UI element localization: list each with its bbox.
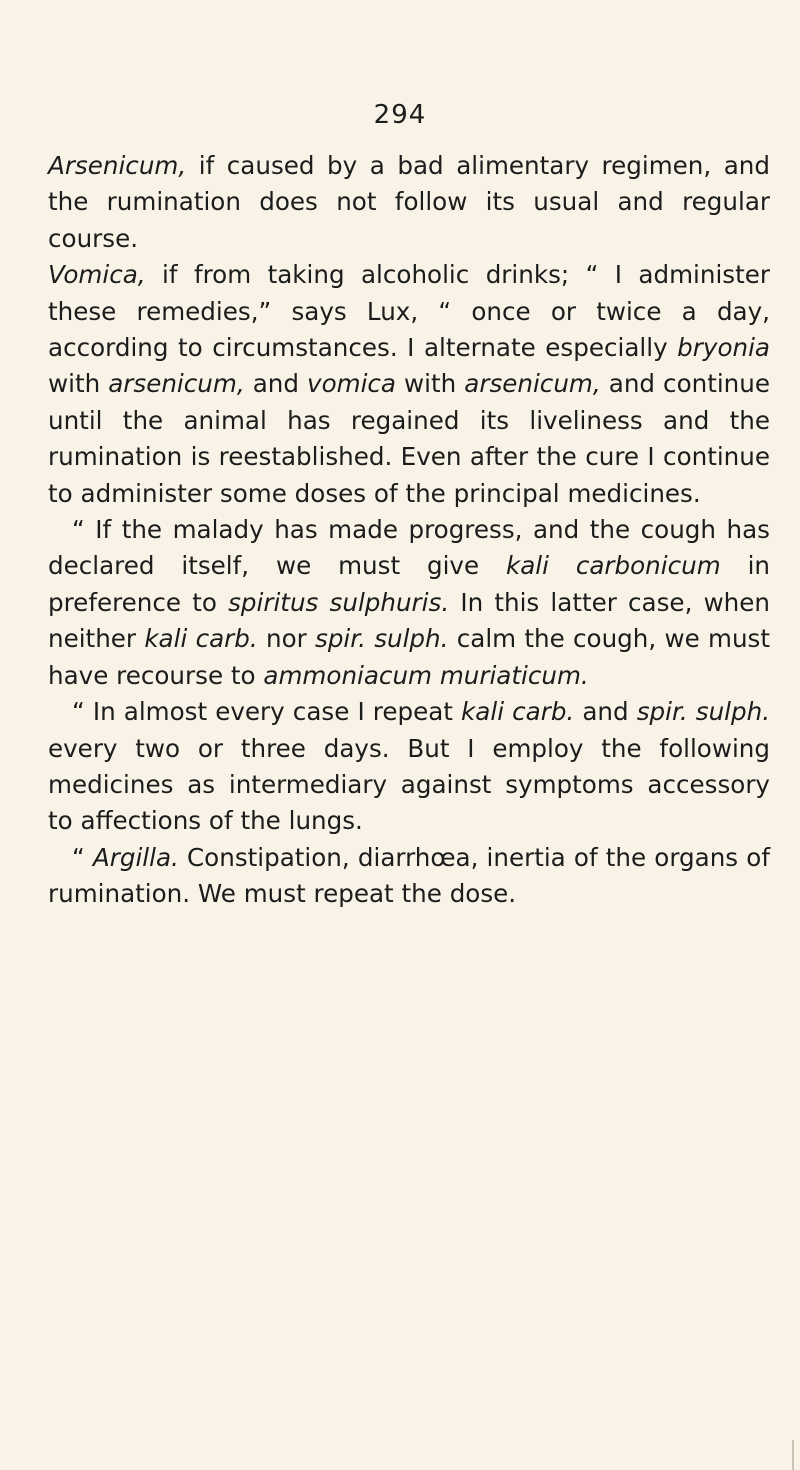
text-run: if from taking alcoholic drinks; “ I administer these remedies,” says Lux, “ once or twice a day, according to circumstances. I alternate especially xyxy=(48,260,770,363)
text-run: in preference to xyxy=(48,551,770,617)
italic-term: Arsenicum, xyxy=(48,151,187,180)
page-edge xyxy=(792,1440,794,1470)
paragraph xyxy=(48,694,770,840)
text-run: In this latter case, when neither xyxy=(48,587,770,654)
italic-term: kali carb. xyxy=(461,697,575,727)
text-run: if caused by a bad alimentary regimen, and the rumination does not follow its usual and regular course. xyxy=(48,151,770,253)
text-run: and xyxy=(574,697,637,727)
text-run: with xyxy=(396,369,465,399)
italic-term: vomica xyxy=(307,369,396,399)
text-run: “ In almost every case I repeat xyxy=(72,697,462,727)
italic-term: arsenicum, xyxy=(108,369,245,399)
text-run: “ If the malady has made progress, and the cough has declared itself, we must give xyxy=(48,515,770,581)
text-run: “ xyxy=(72,842,93,872)
italic-term: Vomica, xyxy=(48,260,146,290)
text-run: and xyxy=(244,369,308,399)
italic-term: spir. sulph. xyxy=(315,624,449,654)
paragraph xyxy=(48,512,770,694)
text-run: every two or three days. But I employ the following medicines as intermediary against symptoms accessory to affections of the lungs. xyxy=(48,733,770,836)
text-run: with xyxy=(48,369,109,399)
page-number: 294 xyxy=(373,100,427,130)
italic-term: ammoniacum muriaticum. xyxy=(263,660,589,690)
italic-term: spir. sulph. xyxy=(636,697,771,727)
text-run: calm the cough, we must have recourse to xyxy=(48,624,770,690)
italic-term: spiritus sulphuris. xyxy=(228,587,450,617)
italic-term: bryonia xyxy=(677,333,770,363)
text-run: and continue until the animal has regained its liveliness and the rumination is reestablished. Even after the cure I continue to administer some doses of the principal medicines. xyxy=(48,369,770,508)
italic-term: kali carbonicum xyxy=(505,551,721,581)
text-run: nor xyxy=(257,624,315,654)
paragraph xyxy=(48,257,770,512)
text-run: Constipation, diarrhœa, inertia of the organs of rumination. We must repeat the dose. xyxy=(48,842,770,909)
paragraph xyxy=(48,148,770,257)
italic-term: Argilla. xyxy=(92,842,179,872)
paragraph xyxy=(48,840,770,913)
body-text xyxy=(48,148,770,913)
italic-term: kali carb. xyxy=(144,624,258,654)
italic-term: arsenicum, xyxy=(464,369,601,399)
